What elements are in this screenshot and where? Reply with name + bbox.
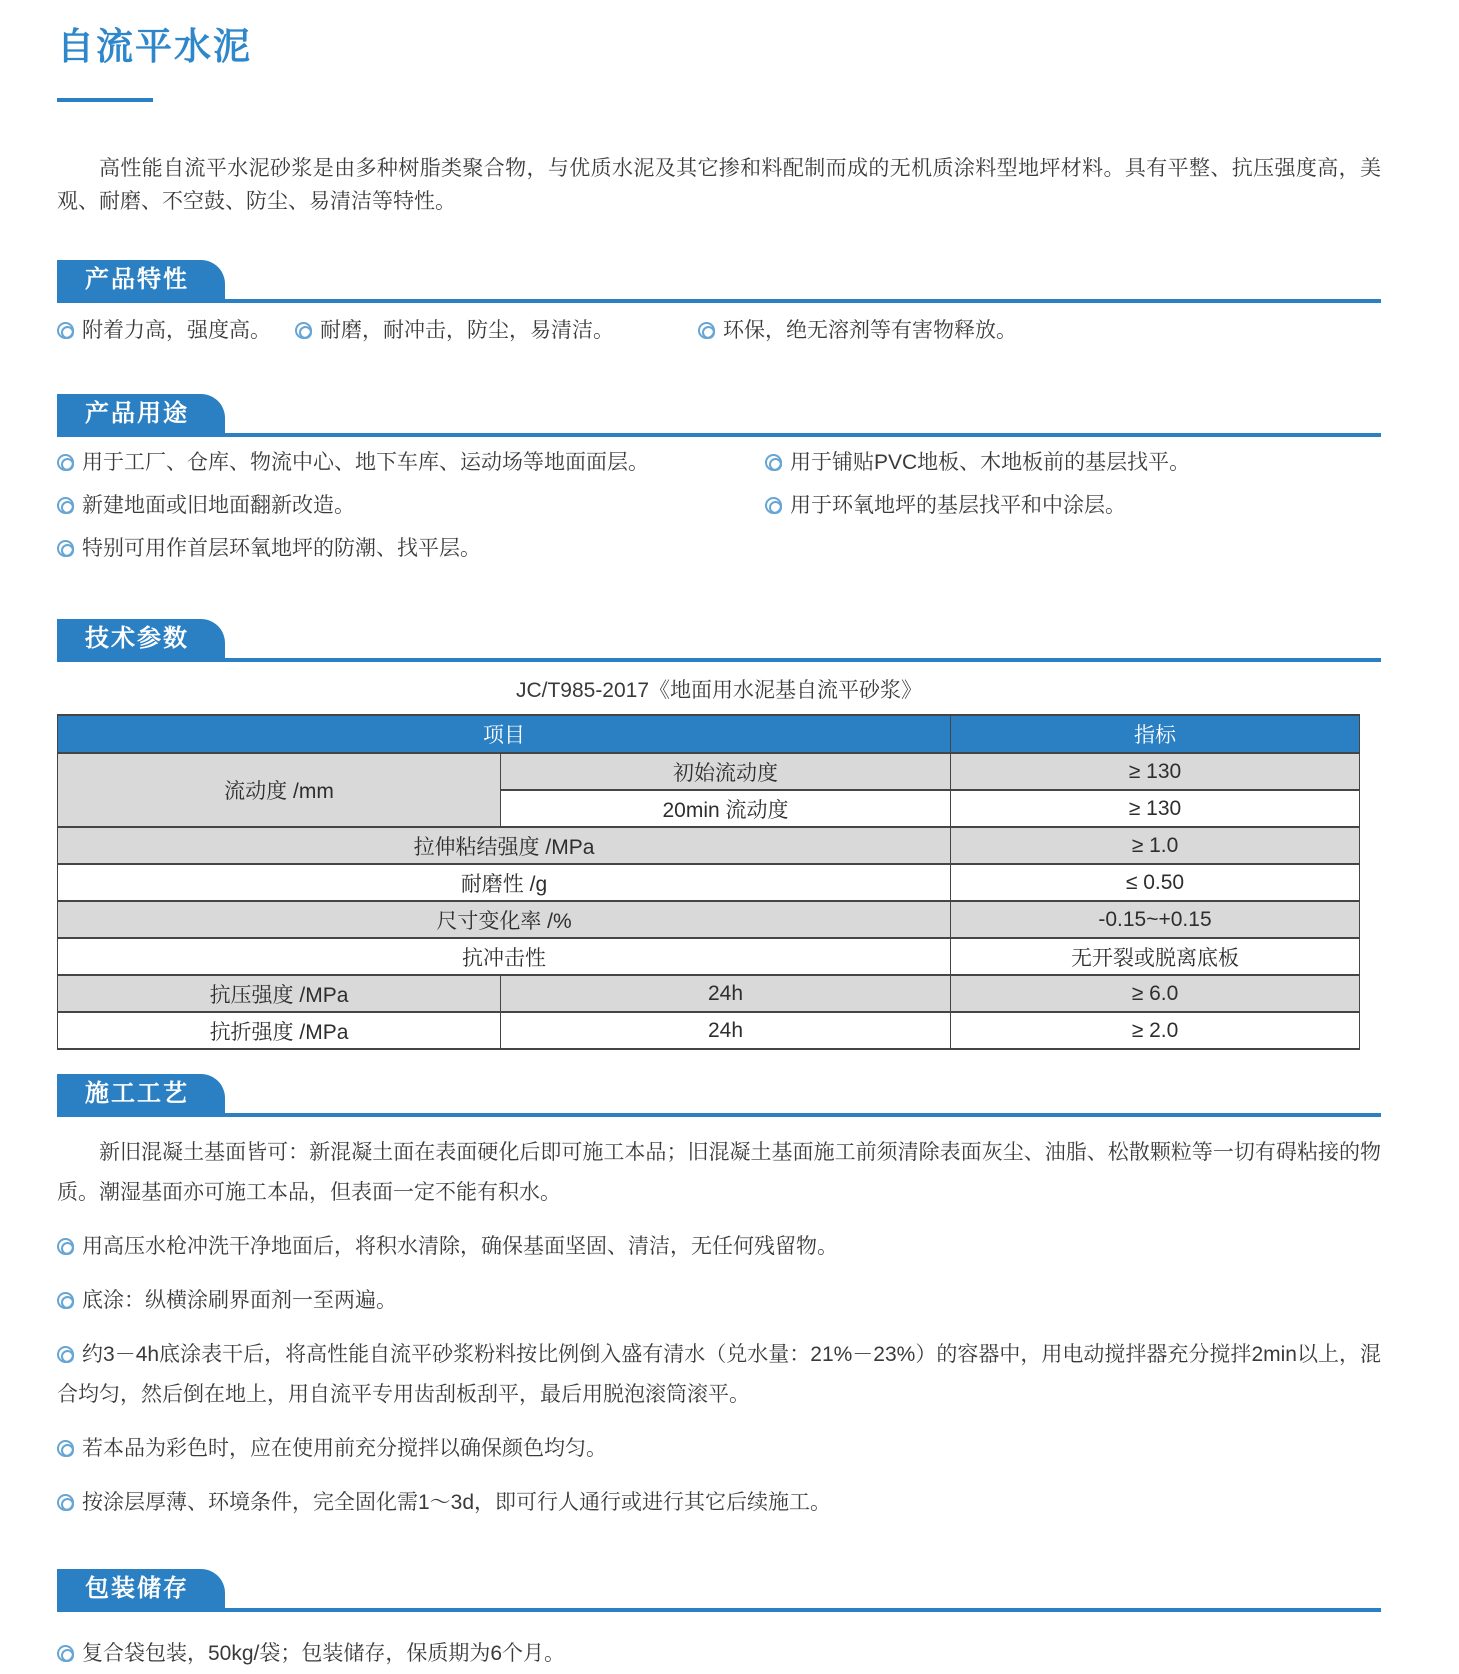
intro-paragraph: 高性能自流平水泥砂浆是由多种树脂类聚合物，与优质水泥及其它掺和料配制而成的无机质涂料型地坪材料。具有平整、抗压强度高，美观、耐磨、不空鼓、防尘、易清洁等特性。 (57, 157, 1381, 213)
double-circle-bullet-icon (57, 322, 74, 339)
process-steps-list (57, 1227, 1381, 1523)
cell-item: 耐磨性 /g (58, 864, 951, 901)
cell-item: 尺寸变化率 /% (58, 901, 951, 938)
use-text: 新建地面或旧地面翻新改造。 (82, 494, 355, 517)
cell-item: 抗折强度 /MPa (58, 1012, 501, 1049)
double-circle-bullet-icon (57, 497, 74, 514)
cell-value: ≥ 6.0 (951, 975, 1360, 1012)
step-text: 约3－4h底涂表干后，将高性能自流平砂浆粉料按比例倒入盛有清水（兑水量：21%－23%）的容器中，用电动搅拌器充分搅拌2min以上，混合均匀，然后倒在地上，用自流平专用齿刮板刮平，最后用脱泡滚筒滚平。 (57, 1343, 1381, 1406)
cell-subitem: 20min 流动度 (501, 790, 951, 827)
table-row (58, 938, 1360, 975)
list-item (57, 318, 295, 344)
double-circle-bullet-icon (57, 1346, 74, 1363)
double-circle-bullet-icon (698, 322, 715, 339)
double-circle-bullet-icon (765, 454, 782, 471)
double-circle-bullet-icon (57, 1440, 74, 1457)
process-intro-paragraph: 新旧混凝土基面皆可：新混凝土面在表面硬化后即可施工本品；旧混凝土基面施工前须清除表面灰尘、油脂、松散颗粒等一切有碍粘接的物质。潮湿基面亦可施工本品，但表面一定不能有积水。 (57, 1141, 1381, 1204)
list-item (57, 450, 765, 476)
cell-item: 抗冲击性 (58, 938, 951, 975)
spec-table (57, 714, 1360, 1050)
section-heading-tab: 包装储存 (57, 1569, 225, 1608)
table-row (58, 827, 1360, 864)
list-item (57, 1483, 1381, 1523)
use-text: 用于工厂、仓库、物流中心、地下车库、运动场等地面面层。 (82, 451, 649, 474)
step-text: 底涂：纵横涂刷界面剂一至两遍。 (82, 1289, 397, 1312)
table-row (58, 753, 1360, 790)
cell-value: 无开裂或脱离底板 (951, 938, 1360, 975)
list-item (765, 493, 1381, 519)
step-text: 若本品为彩色时，应在使用前充分搅拌以确保颜色均匀。 (82, 1437, 607, 1460)
section-heading-tab: 技术参数 (57, 619, 225, 658)
section-tech-params (57, 619, 1381, 1050)
double-circle-bullet-icon (57, 454, 74, 471)
double-circle-bullet-icon (57, 1645, 74, 1662)
list-item (57, 1634, 1381, 1674)
section-heading-tab: 产品用途 (57, 394, 225, 433)
section-header-rule (57, 619, 1381, 662)
cell-subitem: 初始流动度 (501, 753, 951, 790)
cell-value: ≤ 0.50 (951, 864, 1360, 901)
section-process (57, 1074, 1381, 1523)
double-circle-bullet-icon (57, 1494, 74, 1511)
step-text: 用高压水枪冲洗干净地面后，将积水清除，确保基面坚固、清洁，无任何残留物。 (82, 1235, 838, 1258)
uses-list (57, 450, 1381, 579)
cell-item: 流动度 /mm (58, 753, 501, 827)
use-text: 特别可用作首层环氧地坪的防潮、找平层。 (82, 537, 481, 560)
list-item (57, 493, 765, 519)
cell-value: -0.15~+0.15 (951, 901, 1360, 938)
feature-text: 附着力高，强度高。 (82, 319, 271, 342)
double-circle-bullet-icon (57, 1238, 74, 1255)
list-item (698, 318, 1017, 344)
features-list (57, 318, 1381, 344)
cell-item: 拉伸粘结强度 /MPa (58, 827, 951, 864)
table-header-row (58, 715, 1360, 753)
table-row (58, 901, 1360, 938)
column-header-project: 项目 (58, 715, 951, 753)
page-title: 自流平水泥 (57, 26, 252, 67)
section-header-rule (57, 260, 1381, 303)
list-item (57, 1335, 1381, 1415)
section-packaging (57, 1569, 1381, 1674)
table-row (58, 864, 1360, 901)
double-circle-bullet-icon (57, 540, 74, 557)
list-item (295, 318, 698, 344)
section-header-rule (57, 1569, 1381, 1612)
list-item (765, 450, 1381, 476)
list-item (57, 1281, 1381, 1321)
section-heading-tab: 施工工艺 (57, 1074, 225, 1113)
cell-value: ≥ 2.0 (951, 1012, 1360, 1049)
list-item (57, 1429, 1381, 1469)
double-circle-bullet-icon (765, 497, 782, 514)
packaging-list (57, 1634, 1381, 1674)
column-header-index: 指标 (951, 715, 1360, 753)
cell-value: ≥ 1.0 (951, 827, 1360, 864)
cell-subitem: 24h (501, 1012, 951, 1049)
use-text: 用于环氧地坪的基层找平和中涂层。 (790, 494, 1126, 517)
table-caption: JC/T985-2017《地面用水泥基自流平砂浆》 (515, 679, 923, 702)
cell-value: ≥ 130 (951, 790, 1360, 827)
title-underline (57, 98, 153, 102)
uses-left-column (57, 450, 765, 579)
use-text: 用于铺贴PVC地板、木地板前的基层找平。 (790, 451, 1191, 474)
feature-text: 环保，绝无溶剂等有害物释放。 (723, 319, 1017, 342)
double-circle-bullet-icon (57, 1292, 74, 1309)
section-header-rule (57, 1074, 1381, 1117)
feature-text: 耐磨，耐冲击，防尘，易清洁。 (320, 319, 614, 342)
section-heading-tab: 产品特性 (57, 260, 225, 299)
uses-right-column (765, 450, 1381, 579)
section-header-rule (57, 394, 1381, 437)
table-row (58, 1012, 1360, 1049)
list-item (57, 1227, 1381, 1267)
cell-subitem: 24h (501, 975, 951, 1012)
list-item (57, 536, 765, 562)
packaging-text: 复合袋包装，50kg/袋；包装储存，保质期为6个月。 (82, 1642, 566, 1665)
section-features (57, 260, 1381, 344)
cell-item: 抗压强度 /MPa (58, 975, 501, 1012)
step-text: 按涂层厚薄、环境条件，完全固化需1～3d，即可行人通行或进行其它后续施工。 (82, 1491, 832, 1514)
table-row (58, 975, 1360, 1012)
section-uses (57, 394, 1381, 579)
double-circle-bullet-icon (295, 322, 312, 339)
cell-value: ≥ 130 (951, 753, 1360, 790)
